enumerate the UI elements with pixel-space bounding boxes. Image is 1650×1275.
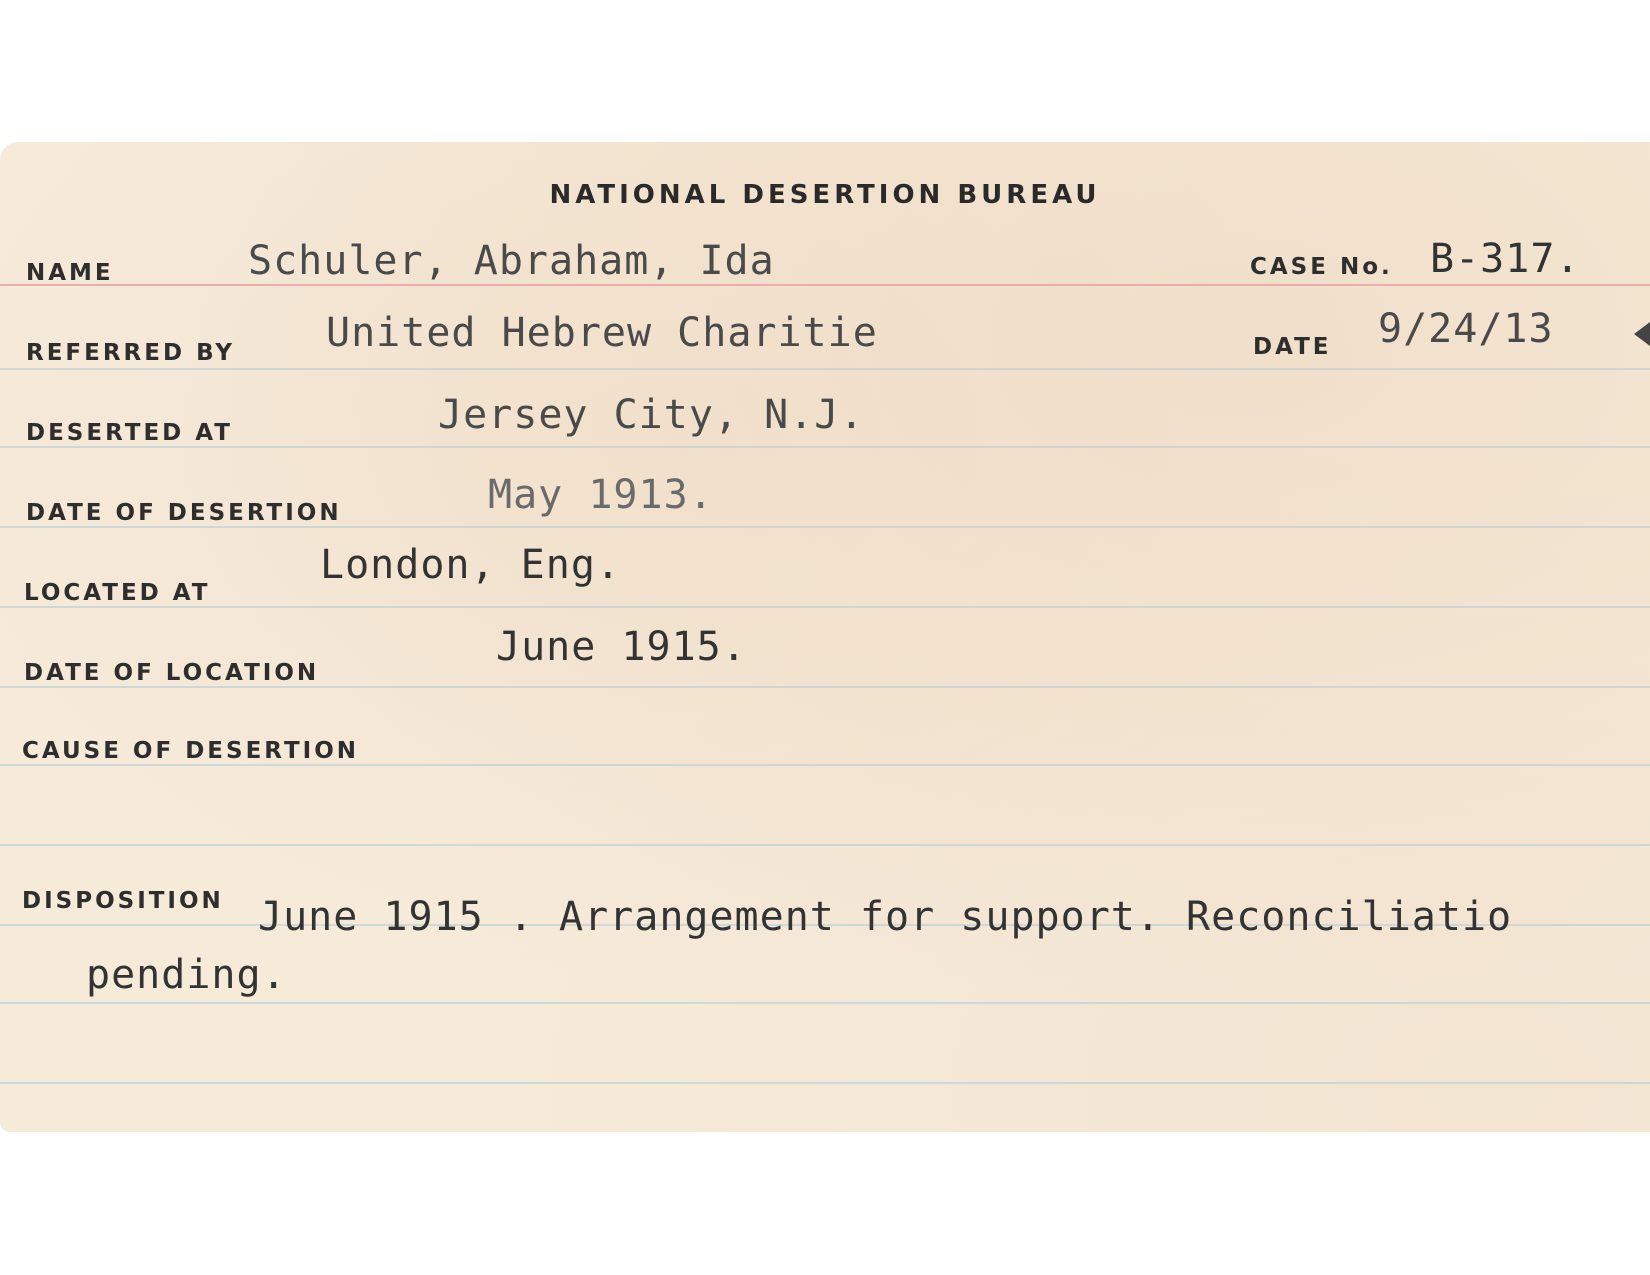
rule-line bbox=[0, 606, 1650, 608]
rule-line bbox=[0, 764, 1650, 766]
rule-line bbox=[0, 446, 1650, 448]
case-no-value: B-317. bbox=[1430, 236, 1581, 282]
deserted-at-label: DESERTED AT bbox=[26, 420, 233, 446]
name-value: Schuler, Abraham, Ida bbox=[248, 238, 775, 284]
rule-line bbox=[0, 526, 1650, 528]
disposition-line-2: pending. bbox=[86, 952, 287, 998]
date-of-location-label: DATE OF LOCATION bbox=[24, 660, 320, 686]
rule-line bbox=[0, 1082, 1650, 1084]
date-of-location-value: June 1915. bbox=[496, 624, 747, 670]
rule-line bbox=[0, 368, 1650, 370]
name-label: NAME bbox=[26, 260, 114, 286]
date-of-desertion-label: DATE OF DESERTION bbox=[26, 500, 342, 526]
cause-of-desertion-label: CAUSE OF DESERTION bbox=[22, 738, 360, 764]
located-at-value: London, Eng. bbox=[320, 542, 621, 588]
date-value: 9/24/13 bbox=[1378, 306, 1554, 352]
referred-by-value: United Hebrew Charitie bbox=[326, 310, 878, 356]
card-title: NATIONAL DESERTION BUREAU bbox=[549, 180, 1101, 210]
date-label: DATE bbox=[1253, 334, 1332, 360]
disposition-line-1: June 1915 . Arrangement for support. Reconciliatio bbox=[258, 894, 1513, 940]
case-no-label: CASE No. bbox=[1250, 254, 1393, 280]
disposition-label: DISPOSITION bbox=[22, 888, 224, 914]
card-edge-notch bbox=[1634, 322, 1650, 346]
index-card bbox=[0, 142, 1650, 1132]
deserted-at-value: Jersey City, N.J. bbox=[438, 392, 865, 438]
rule-line bbox=[0, 686, 1650, 688]
date-of-desertion-value: May 1913. bbox=[488, 472, 714, 518]
referred-by-label: REFERRED BY bbox=[26, 340, 236, 366]
red-rule-line bbox=[0, 284, 1650, 286]
rule-line bbox=[0, 1002, 1650, 1004]
rule-line bbox=[0, 844, 1650, 846]
located-at-label: LOCATED AT bbox=[24, 580, 211, 606]
